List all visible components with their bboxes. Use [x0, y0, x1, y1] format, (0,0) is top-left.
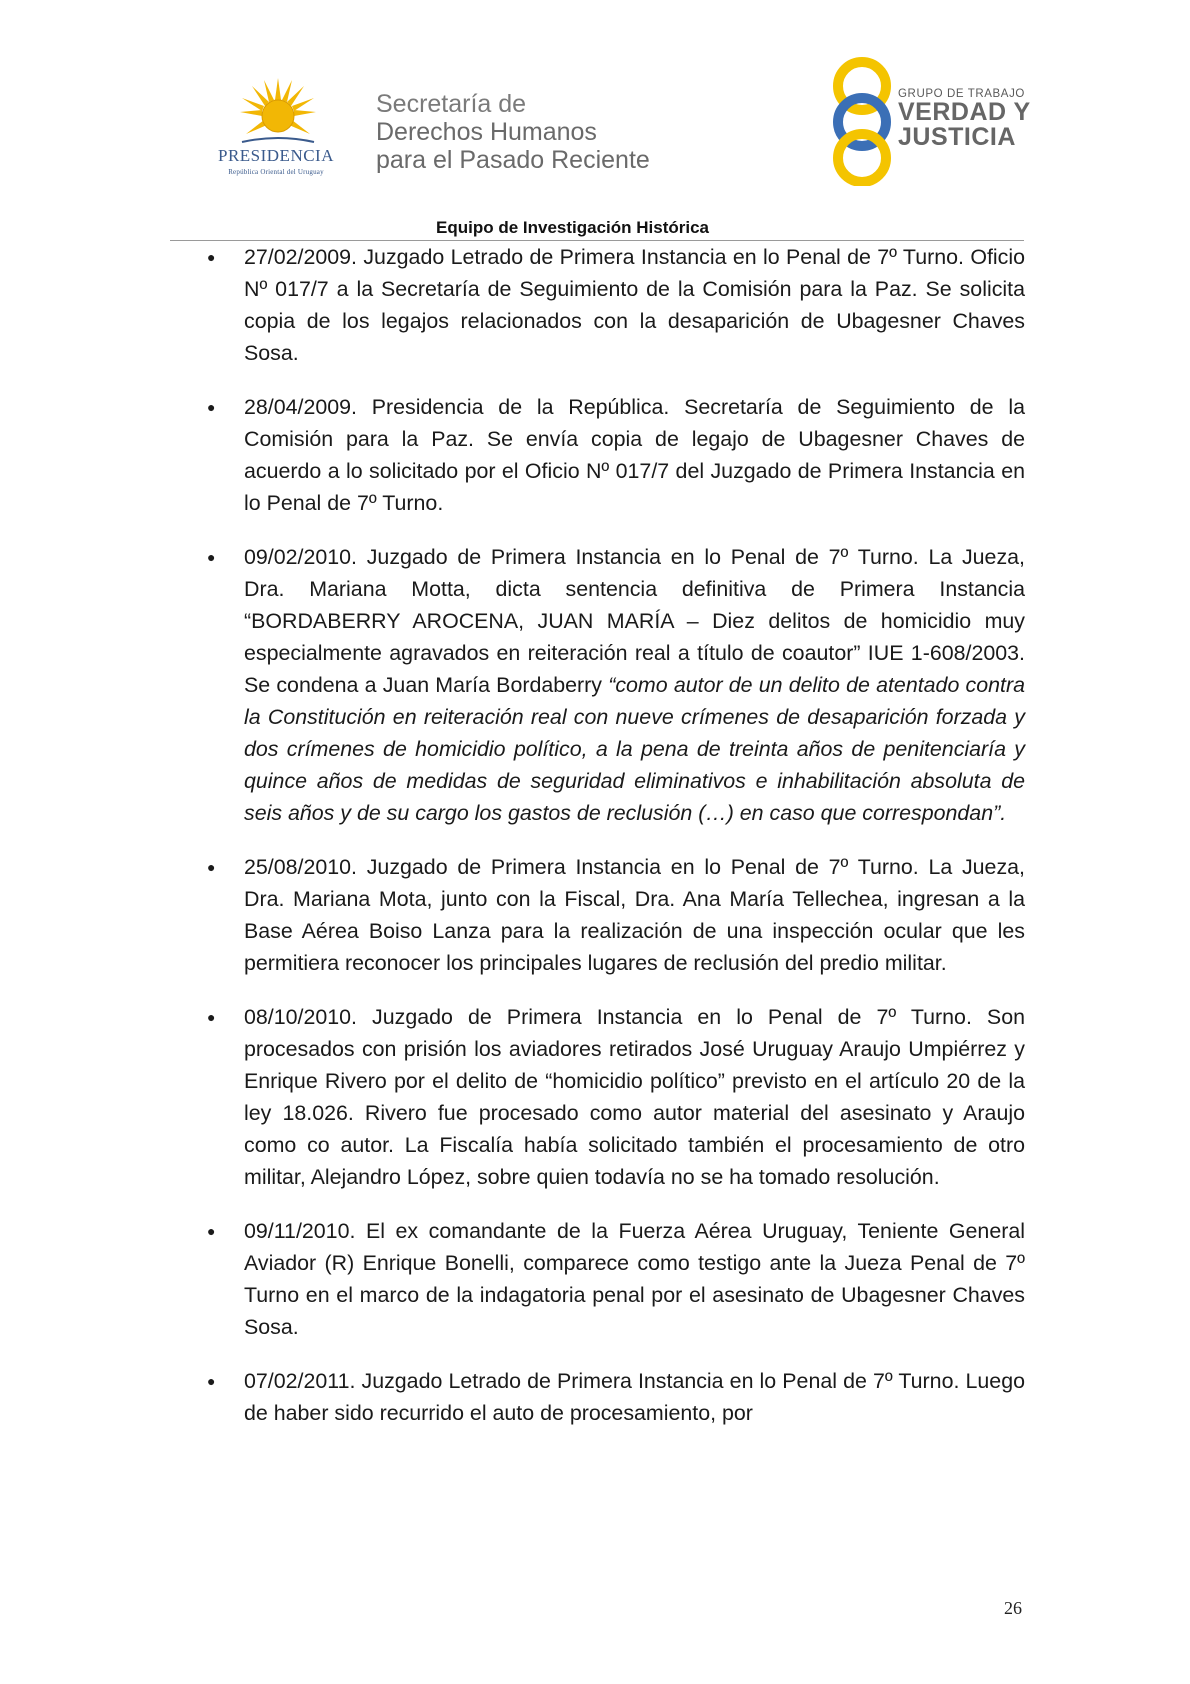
- page-number: 26: [1004, 1598, 1022, 1618]
- grupo-trabajo-text: [898, 88, 1031, 150]
- entry-text: 27/02/2009. Juzgado Letrado de Primera Instancia en lo Penal de 7º Turno. Oficio Nº 017/7 a la Secretaría de Seguimiento de la Comisión para la Paz. Se solicita copia de los legajos relacionados con la desaparición de Ubagesner Chaves Sosa.: [244, 245, 1025, 365]
- bullet-icon: ●: [207, 399, 216, 415]
- list-item: [205, 541, 1025, 829]
- bullet-icon: ●: [207, 549, 216, 565]
- list-item: [205, 1215, 1025, 1343]
- grupo-trabajo-justicia: JUSTICIA: [898, 123, 1016, 151]
- bullet-icon: ●: [207, 249, 216, 265]
- list-item: [205, 1365, 1025, 1429]
- bullet-icon: ●: [207, 1009, 216, 1025]
- grupo-trabajo-label: GRUPO DE TRABAJO: [898, 88, 1025, 100]
- verdad-justicia-rings-icon: [822, 56, 902, 186]
- list-item: [205, 1001, 1025, 1193]
- presidencia-subtitle: República Oriental del Uruguay: [228, 168, 324, 176]
- grupo-trabajo-verdad: VERDAD Y: [898, 98, 1031, 126]
- secretaria-title: [376, 90, 650, 174]
- entry-text: 09/11/2010. El ex comandante de la Fuerza Aérea Uruguay, Teniente General Aviador (R) Enrique Bonelli, comparece como testigo ante la Jueza Penal de 7º Turno en el marco de la indagatoria penal por el asesinato de Ubagesner Chaves Sosa.: [244, 1219, 1025, 1339]
- bullet-icon: ●: [207, 1223, 216, 1239]
- entry-text: [244, 541, 1025, 829]
- secretaria-line-1: Secretaría de: [376, 90, 527, 118]
- entry-text: 28/04/2009. Presidencia de la República. Secretaría de Seguimiento de la Comisión para la Paz. Se envía copia de legajo de Ubagesner Chaves de acuerdo a lo solicitado por el Oficio Nº 017/7 del Juzgado de Primera Instancia en lo Penal de 7º Turno.: [244, 395, 1025, 515]
- chronology-list: [205, 241, 1025, 1451]
- bullet-icon: ●: [207, 1373, 216, 1389]
- bullet-icon: ●: [207, 859, 216, 875]
- secretaria-line-3: para el Pasado Reciente: [376, 146, 650, 174]
- entry-text: 08/10/2010. Juzgado de Primera Instancia en lo Penal de 7º Turno. Son procesados con prisión los aviadores retirados José Uruguay Araujo Umpiérrez y Enrique Rivero por el delito de “homicidio político” previsto en el artículo 20 de la ley 18.026. Rivero fue procesado como autor material del asesinato y Araujo como co autor. La Fiscalía había solicitado también el procesamiento de otro militar, Alejandro López, sobre quien todavía no se ha tomado resolución.: [244, 1005, 1025, 1189]
- sun-emblem-icon: [238, 76, 318, 148]
- entry-quote: “como autor de un delito de atentado contra la Constitución en reiteración real con nueve crímenes de desaparición forzada y dos crímenes de homicidio político, a la pena de treinta años de penitenciaría y quince años de medidas de seguridad eliminativos e inhabilitación absoluta de seis años y de su cargo los gastos de reclusión (…) en caso que correspondan”.: [244, 673, 1025, 825]
- team-title: Equipo de Investigación Histórica: [436, 218, 709, 237]
- list-item: [205, 851, 1025, 979]
- entry-text-plain: 09/02/2010. Juzgado de Primera Instancia en lo Penal de 7º Turno. La Jueza, Dra. Mariana Motta, dicta sentencia definitiva de Primera Instancia “BORDABERRY AROCENA, JUAN MARÍA – Diez delitos de homicidio muy especialmente agravados en reiteración real a título de coautor” IUE 1-608/2003. Se condena a Juan María Bordaberry: [244, 545, 1025, 697]
- page-header: [0, 0, 1190, 240]
- entry-text: 25/08/2010. Juzgado de Primera Instancia en lo Penal de 7º Turno. La Jueza, Dra. Mariana Mota, junto con la Fiscal, Dra. Ana María Tellechea, ingresan a la Base Aérea Boiso Lanza para la realización de una inspección ocular que les permitiera reconocer los principales lugares de reclusión del predio militar.: [244, 855, 1025, 975]
- secretaria-line-2: Derechos Humanos: [376, 118, 597, 146]
- list-item: [205, 241, 1025, 369]
- list-item: [205, 391, 1025, 519]
- entry-text: 07/02/2011. Juzgado Letrado de Primera Instancia en lo Penal de 7º Turno. Luego de haber sido recurrido el auto de procesamiento, por: [244, 1369, 1025, 1425]
- presidencia-logo: [196, 76, 356, 186]
- presidencia-name: PRESIDENCIA: [217, 146, 334, 165]
